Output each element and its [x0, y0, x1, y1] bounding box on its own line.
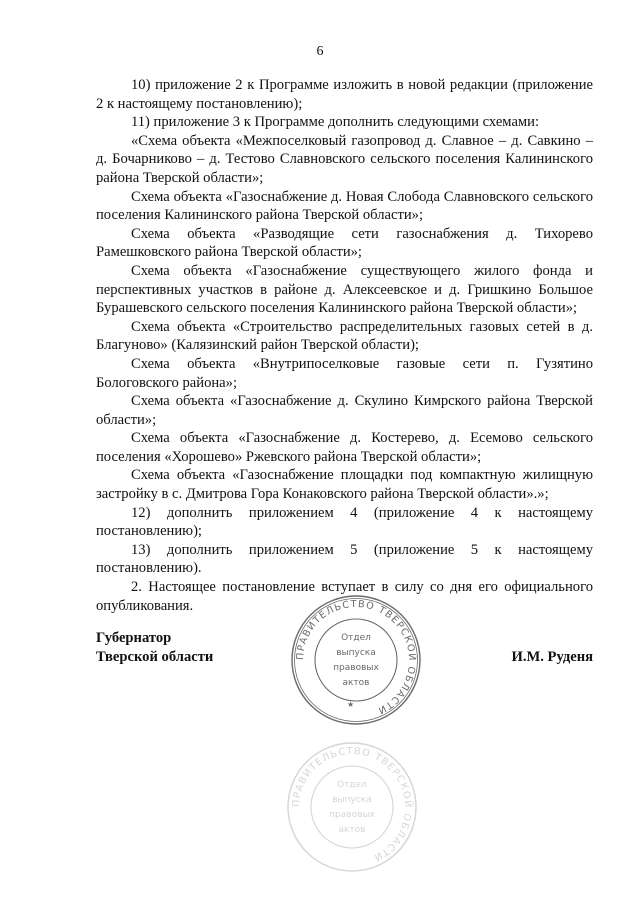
paragraph-effective: 2. Настоящее постановление вступает в силу со дня его официального опубликования. — [96, 579, 593, 614]
stamp-ghost-ring-text: ПРАВИТЕЛЬСТВО ТВЕРСКОЙ ОБЛАСТИ — [290, 745, 414, 864]
paragraph-scheme-9: Схема объекта «Газоснабжение площадки под компактную жилищную застройку в с. Дмитрова Гора Конаковского района Тверской области».»; — [96, 467, 593, 503]
stamp-center-line-1: Отдел — [341, 633, 371, 643]
signatory-title-line-2: Тверской области — [96, 648, 214, 665]
paragraph-item-11: 11) приложение 3 к Программе дополнить следующими схемами: — [131, 114, 540, 131]
paragraph-scheme-7: Схема объекта «Газоснабжение д. Скулино Кимрского района Тверской области»; — [96, 393, 593, 428]
stamp-ghost-icon — [285, 740, 419, 874]
stamp-seal-icon — [289, 593, 423, 727]
paragraph-scheme-5: Схема объекта «Строительство распределительных газовых сетей в д. Благуново» (Калязинский район Тверской области); — [96, 318, 593, 354]
stamp-center-line-3: правовых — [333, 663, 379, 673]
stamp-ring-text: ПРАВИТЕЛЬСТВО ТВЕРСКОЙ ОБЛАСТИ — [294, 598, 418, 717]
stamp-star-icon: ★ — [347, 700, 355, 709]
stamp-ghost-line-4: актов — [338, 825, 366, 835]
paragraph-item-13: 13) дополнить приложением 5 (приложение 5 к настоящему постановлению). — [96, 541, 593, 577]
signatory-title — [96, 629, 213, 666]
stamp-center-line-4: актов — [342, 678, 370, 688]
paragraph-scheme-8: Схема объекта «Газоснабжение д. Костерево, д. Есемово сельского поселения «Хорошево» Ржевского района Тверской области»; — [96, 430, 593, 465]
stamp-center-line-2: выпуска — [336, 648, 376, 658]
paragraph-item-10: 10) приложение 2 к Программе изложить в новой редакции (приложение 2 к настоящему постановлению); — [96, 77, 593, 112]
paragraph-scheme-6: Схема объекта «Внутрипоселковые газовые сети п. Гузятино Бологовского района»; — [96, 355, 593, 391]
paragraph-scheme-4: Схема объекта «Газоснабжение существующего жилого фонда и перспективных участков в районе д. Алексеевское и д. Гришкино Большое Бурашевского сельского поселения Калининского района Тверской области»; — [96, 262, 593, 317]
stamp-ghost-line-1: Отдел — [337, 780, 367, 790]
page-number: 6 — [316, 44, 324, 59]
stamp-ghost-line-2: выпуска — [332, 795, 372, 805]
paragraph-scheme-2: Схема объекта «Газоснабжение д. Новая Слобода Славновского сельского поселения Калининского района Тверской области»; — [96, 188, 593, 224]
signatory-title-line-1: Губернатор — [96, 630, 172, 646]
official-stamp — [289, 593, 423, 727]
paragraph-scheme-1: «Схема объекта «Межпоселковый газопровод д. Славное – д. Савкино – д. Бочарниково – д. Тестово Славновского сельского поселения Калининского района Тверской области»; — [96, 132, 593, 186]
stamp-bleedthrough — [285, 740, 419, 874]
stamp-ghost-line-3: правовых — [329, 810, 375, 820]
signatory-name: И.М. Руденя — [511, 649, 593, 665]
paragraph-scheme-3: Схема объекта «Разводящие сети газоснабжения д. Тихорево Рамешковского района Тверской области»; — [96, 225, 593, 261]
paragraph-item-12: 12) дополнить приложением 4 (приложение 4 к настоящему постановлению); — [96, 504, 593, 540]
document-body — [96, 76, 593, 615]
